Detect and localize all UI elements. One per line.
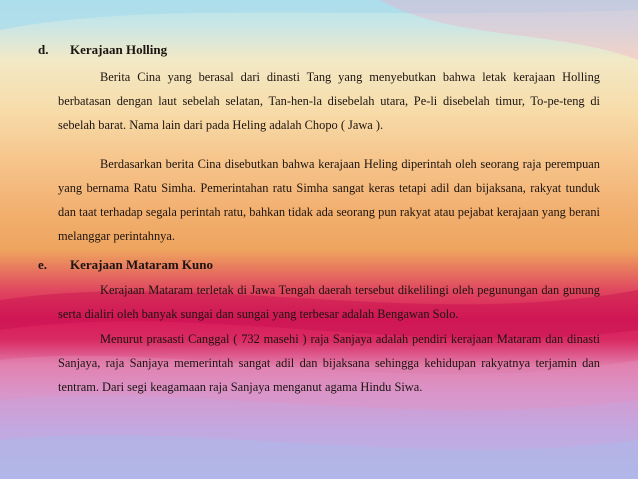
section-e-heading	[38, 257, 213, 273]
section-e-paragraph-1: Kerajaan Mataram terletak di Jawa Tengah daerah tersebut dikelilingi oleh pegunungan dan gunung serta dialiri oleh banyak sungai dan sungai yang terbesar adalah Bengawan Solo.	[58, 283, 600, 321]
section-e-paragraph-2: Menurut prasasti Canggal ( 732 masehi ) raja Sanjaya adalah pendiri kerajaan Mataram dan dinasti Sanjaya, raja Sanjaya memerintah sangat adil dan bijaksana sehingga kehidupan rakyatnya terjamin dan tentram. Dari segi keagamaan raja Sanjaya menganut agama Hindu Siwa.	[58, 332, 600, 394]
section-d-heading	[38, 42, 167, 58]
section-d-letter: d.	[38, 42, 49, 57]
section-e-letter: e.	[38, 257, 48, 272]
section-d-paragraph-2: Berdasarkan berita Cina disebutkan bahwa kerajaan Heling diperintah oleh seorang raja perempuan yang bernama Ratu Simha. Pemerintahan ratu Simha sangat keras tetapi adil dan bijaksana, rakyat tunduk dan taat terhadap segala perintah ratu, bahkan tidak ada seorang pun rakyat atau pejabat kerajaan yang berani melanggar perintahnya.	[58, 157, 600, 243]
section-d-paragraph-1: Berita Cina yang berasal dari dinasti Tang yang menyebutkan bahwa letak kerajaan Holling berbatasan dengan laut sebelah selatan, Tan-hen-la disebelah utara, Pe-li disebelah timur, To-pe-teng di sebelah barat. Nama lain dari pada Heling adalah Chopo ( Jawa ).	[58, 70, 600, 132]
section-e-title: Kerajaan Mataram Kuno	[70, 257, 213, 272]
section-d-title: Kerajaan Holling	[70, 42, 168, 57]
